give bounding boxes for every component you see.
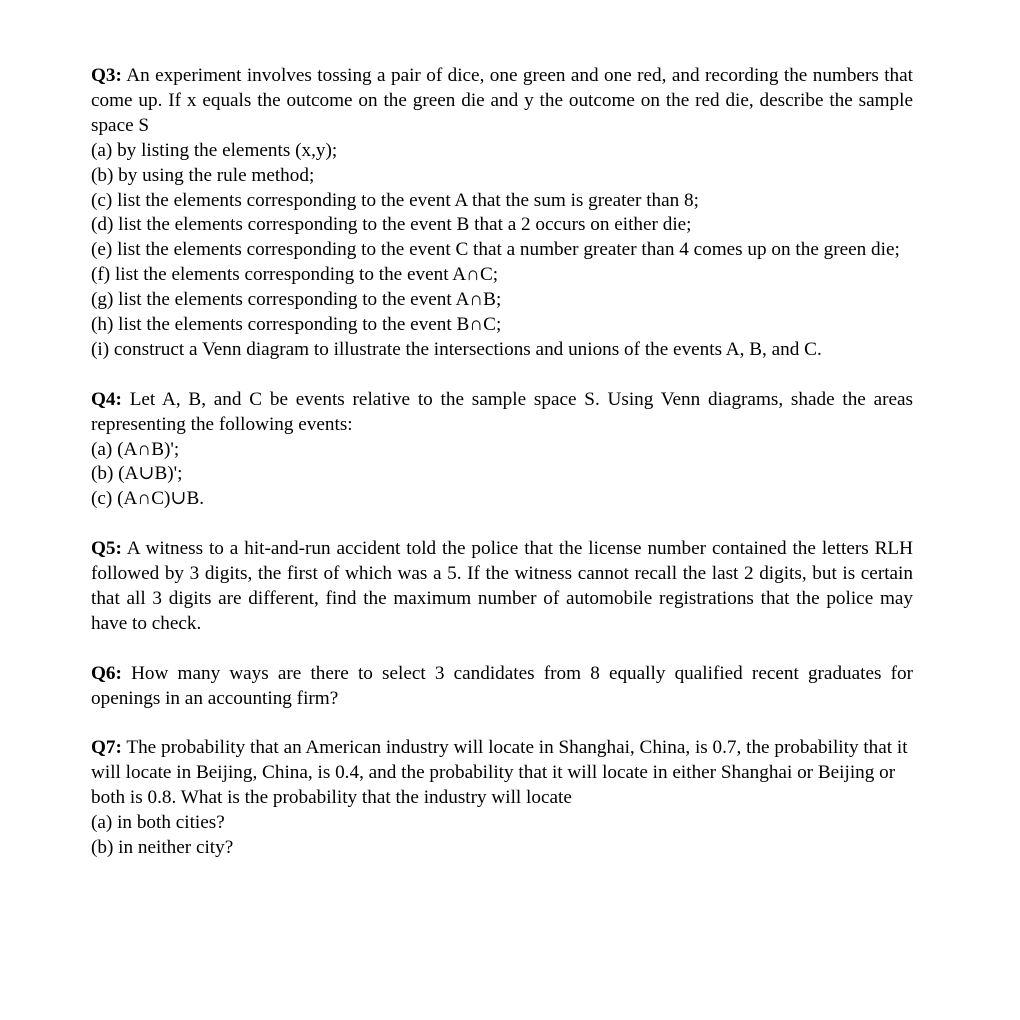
question-text: Let A, B, and C be events relative to the sample space S. Using Venn diagrams, shade the areas representing the following events: <box>91 388 913 435</box>
question-q5 <box>91 537 913 637</box>
question-q4 <box>91 388 913 513</box>
question-item: (d) list the elements corresponding to the event B that a 2 occurs on either die; <box>91 214 692 236</box>
question-item: (b) by using the rule method; <box>91 164 315 186</box>
question-item: (b) (A∪B)'; <box>91 463 183 485</box>
question-stem <box>91 662 913 712</box>
question-stem <box>91 64 913 139</box>
question-label: Q7: <box>91 737 122 759</box>
document-page <box>91 64 913 886</box>
question-item: (a) by listing the elements (x,y); <box>91 139 338 161</box>
question-label: Q6: <box>91 662 122 684</box>
question-item: (a) in both cities? <box>91 812 225 834</box>
question-q6 <box>91 662 913 712</box>
question-label: Q4: <box>91 388 122 410</box>
question-text: The probability that an American industry will locate in Shanghai, China, is 0.7, the probability that it will locate in Beijing, China, is 0.4, and the probability that it will locate in either Shanghai or Beijing or both is 0.8. What is the probability that the industry will locate <box>91 737 908 809</box>
question-item: (h) list the elements corresponding to the event B∩C; <box>91 314 502 336</box>
question-item: (a) (A∩B)'; <box>91 438 180 460</box>
question-item: (c) list the elements corresponding to the event A that the sum is greater than 8; <box>91 189 699 211</box>
question-item: (i) construct a Venn diagram to illustrate the intersections and unions of the events A, B, and C. <box>91 338 822 360</box>
question-item: (c) (A∩C)∪B. <box>91 488 205 510</box>
question-item: (g) list the elements corresponding to the event A∩B; <box>91 289 502 311</box>
question-stem <box>91 736 913 811</box>
question-item: (e) list the elements corresponding to the event C that a number greater than 4 comes up on the green die; <box>91 239 900 261</box>
question-label: Q5: <box>91 538 122 560</box>
question-stem <box>91 388 913 438</box>
question-stem <box>91 537 913 637</box>
question-text: A witness to a hit-and-run accident told the police that the license number contained the letters RLH followed by 3 digits, the first of which was a 5. If the witness cannot recall the last 2 digits, but is certain that all 3 digits are different, find the maximum number of automobile registrations that the police may have to check. <box>91 538 913 634</box>
question-q3 <box>91 64 913 363</box>
question-text: An experiment involves tossing a pair of dice, one green and one red, and recording the numbers that come up. If x equals the outcome on the green die and y the outcome on the red die, describe the sample space S <box>91 65 913 136</box>
question-item: (b) in neither city? <box>91 837 234 859</box>
question-q7 <box>91 736 913 861</box>
question-item: (f) list the elements corresponding to the event A∩C; <box>91 264 499 286</box>
question-label: Q3: <box>91 65 122 86</box>
question-text: How many ways are there to select 3 candidates from 8 equally qualified recent graduates for openings in an accounting firm? <box>91 662 913 709</box>
